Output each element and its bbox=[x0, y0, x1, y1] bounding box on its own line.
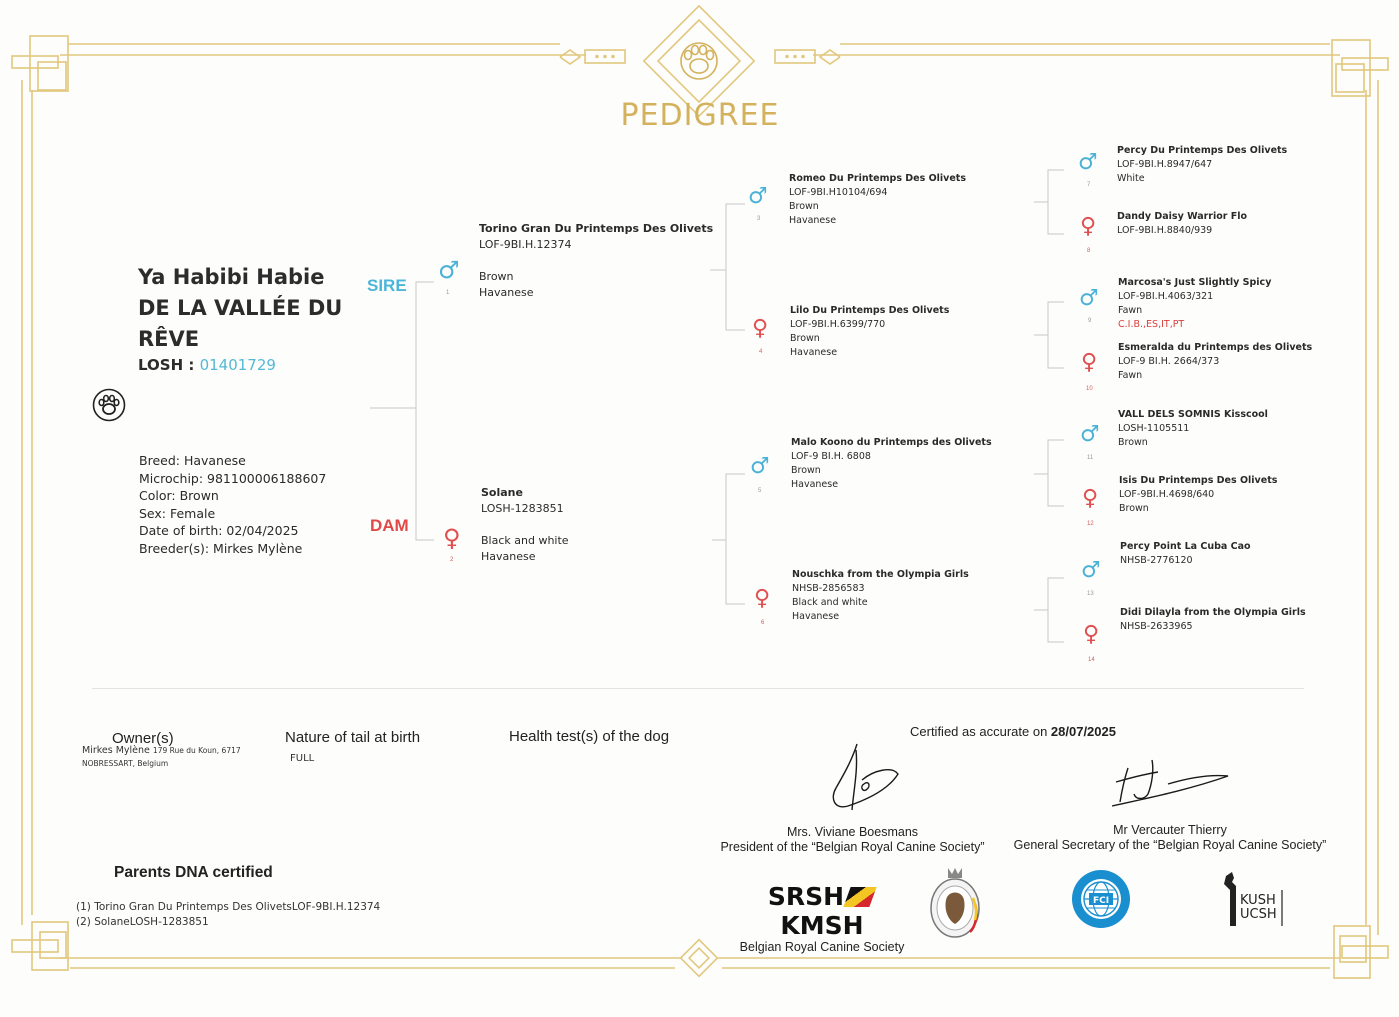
ancestor-entry bbox=[1117, 144, 1287, 186]
dam-registration: LOSH-1283851 bbox=[481, 502, 564, 515]
sire-breed: Havanese bbox=[479, 286, 534, 299]
female-symbol-icon: ♀ bbox=[1081, 350, 1098, 375]
sire-name: Torino Gran Du Printemps Des Olivets bbox=[479, 222, 714, 235]
detail-sex: Sex: Female bbox=[139, 505, 216, 521]
signature-vercauter bbox=[1108, 754, 1234, 812]
sire-entry bbox=[479, 221, 713, 301]
srsh-kmsh-wordmark bbox=[727, 882, 917, 940]
tail-value: FULL bbox=[290, 753, 315, 764]
ancestor-registration: NHSB-2856583 bbox=[792, 583, 865, 594]
ancestor-registration: LOSH-1105511 bbox=[1118, 423, 1190, 434]
losh-registration bbox=[138, 356, 276, 374]
srsh-kmsh-logo bbox=[727, 882, 917, 954]
ancestor-name: Malo Koono du Printemps des Olivets bbox=[791, 437, 992, 448]
ancestor-entry bbox=[791, 436, 992, 492]
ancestor-entry bbox=[1118, 341, 1312, 383]
ancestor-registration: LOF-9BI.H.4698/640 bbox=[1119, 489, 1215, 500]
male-symbol-icon: ♂ bbox=[1080, 422, 1100, 447]
logo-kmsh-text: KMSH bbox=[780, 911, 864, 940]
ancestor-color: White bbox=[1117, 173, 1145, 184]
dam-color: Black and white bbox=[481, 534, 569, 547]
ancestor-registration: LOF-9 BI.H. 2664/373 bbox=[1118, 356, 1220, 367]
certified-text: Certified as accurate on bbox=[910, 724, 1051, 739]
female-symbol-icon: ♀ bbox=[1080, 214, 1097, 239]
signatory-2 bbox=[1000, 823, 1340, 853]
owner-name bbox=[82, 744, 241, 757]
signatory-2-name: Mr Vercauter Thierry bbox=[1113, 823, 1227, 837]
ancestor-entry bbox=[1119, 474, 1277, 516]
sire-registration: LOF-9BI.H.12374 bbox=[479, 238, 572, 251]
dna-line-1: (1) Torino Gran Du Printemps Des OlivetsLOF-9BI.H.12374 bbox=[76, 901, 381, 913]
male-symbol-icon: ♂ bbox=[438, 256, 460, 284]
male-symbol-icon: ♂ bbox=[750, 454, 770, 479]
ancestor-index: 13 bbox=[1087, 591, 1094, 597]
dam-label: DAM bbox=[370, 516, 409, 535]
kush-text: KUSH bbox=[1240, 893, 1276, 908]
ancestor-entry bbox=[792, 568, 969, 624]
male-symbol-icon: ♂ bbox=[1081, 558, 1101, 583]
sire-label: SIRE bbox=[367, 276, 407, 295]
ancestor-name: VALL DELS SOMNIS Kisscool bbox=[1118, 409, 1268, 420]
dna-line-2: (2) SolaneLOSH-1283851 bbox=[76, 916, 209, 928]
ancestor-entry bbox=[790, 304, 949, 360]
female-symbol-icon: ♀ bbox=[1082, 486, 1099, 511]
certified-statement bbox=[910, 724, 1116, 739]
female-symbol-icon: ♀ bbox=[752, 316, 769, 341]
ancestor-entry bbox=[1120, 606, 1306, 634]
ancestor-name: Lilo Du Printemps Des Olivets bbox=[790, 305, 950, 316]
losh-number: 01401729 bbox=[199, 356, 276, 374]
losh-label: LOSH : bbox=[138, 356, 200, 374]
detail-date-of-birth: Date of birth: 02/04/2025 bbox=[139, 523, 299, 538]
section-divider bbox=[92, 688, 1304, 689]
ancestor-name: Nouschka from the Olympia Girls bbox=[792, 569, 969, 580]
ancestor-index: 12 bbox=[1087, 521, 1094, 527]
ancestor-entry bbox=[1118, 276, 1271, 332]
signatory-1 bbox=[700, 825, 1005, 855]
ancestor-index: 6 bbox=[761, 620, 765, 626]
ancestor-registration: NHSB-2776120 bbox=[1120, 555, 1193, 566]
dog-name-line-3: RÊVE bbox=[138, 327, 200, 351]
ancestor-name: Marcosa's Just Slightly Spicy bbox=[1118, 277, 1272, 288]
sire-color: Brown bbox=[479, 270, 514, 283]
signatory-1-role: President of the “Belgian Royal Canine Society” bbox=[720, 840, 985, 854]
ancestor-name: Percy Du Printemps Des Olivets bbox=[1117, 145, 1288, 156]
signature-boesmans bbox=[822, 740, 902, 816]
ancestor-index: 9 bbox=[1088, 318, 1092, 324]
male-symbol-icon: ♂ bbox=[1079, 286, 1099, 311]
ancestor-index: 5 bbox=[758, 488, 762, 494]
ancestor-color: Brown bbox=[790, 333, 820, 344]
detail-microchip: Microchip: 981100006188607 bbox=[139, 470, 327, 486]
dam-breed: Havanese bbox=[481, 550, 536, 563]
ancestor-index: 1 bbox=[446, 290, 450, 296]
ancestor-color: Fawn bbox=[1118, 370, 1143, 381]
ancestor-registration: LOF-9BI.H.6399/770 bbox=[790, 319, 886, 330]
dog-details bbox=[139, 452, 326, 557]
ancestor-entry bbox=[1117, 210, 1247, 238]
logo-srsh-text: SRSH bbox=[767, 882, 845, 911]
royal-seal-icon bbox=[928, 864, 982, 940]
logo-subtitle: Belgian Royal Canine Society bbox=[739, 940, 905, 954]
ancestor-index: 3 bbox=[757, 216, 761, 222]
detail-breed: Breed: Havanese bbox=[139, 453, 246, 468]
belgian-stripes-icon bbox=[843, 887, 876, 907]
ancestor-registration: NHSB-2633965 bbox=[1120, 621, 1193, 632]
ancestor-registration: LOF-9BI.H.8947/647 bbox=[1117, 159, 1213, 170]
female-symbol-icon: ♀ bbox=[443, 524, 461, 552]
female-symbol-icon: ♀ bbox=[754, 586, 771, 611]
ancestor-entry bbox=[1120, 540, 1251, 568]
ancestor-color: Fawn bbox=[1118, 305, 1143, 316]
ancestor-index: 14 bbox=[1088, 657, 1095, 663]
detail-color: Color: Brown bbox=[139, 488, 219, 503]
ancestor-color: Brown bbox=[1118, 437, 1148, 448]
ancestor-color: Black and white bbox=[792, 597, 868, 608]
ancestor-breed: Havanese bbox=[791, 479, 839, 490]
ancestor-name: Dandy Daisy Warrior Flo bbox=[1117, 211, 1248, 222]
owner-address-line-1: 179 Rue du Koun, 6717 bbox=[152, 746, 241, 755]
ancestor-index: 7 bbox=[1087, 182, 1091, 188]
signatory-1-name: Mrs. Viviane Boesmans bbox=[786, 825, 919, 839]
ancestor-name: Romeo Du Printemps Des Olivets bbox=[789, 173, 966, 184]
ancestor-registration: LOF-9BI.H10104/694 bbox=[789, 187, 888, 198]
fci-logo bbox=[1070, 868, 1132, 930]
paw-icon bbox=[92, 388, 126, 422]
dog-name-line-1: Ya Habibi Habie bbox=[138, 265, 325, 289]
ancestor-breed: Havanese bbox=[792, 611, 840, 622]
ancestor-registration: LOF-9 BI.H. 6808 bbox=[791, 451, 871, 462]
ancestor-breed: Havanese bbox=[790, 347, 838, 358]
ancestor-breed: Havanese bbox=[789, 215, 837, 226]
ancestor-color: Brown bbox=[1119, 503, 1149, 514]
detail-breeder: Breeder(s): Mirkes Mylène bbox=[139, 540, 303, 556]
dna-heading: Parents DNA certified bbox=[114, 864, 273, 881]
ancestor-name: Esmeralda du Printemps des Olivets bbox=[1118, 342, 1313, 353]
ucsh-text: UCSH bbox=[1240, 907, 1277, 922]
signatory-2-role: General Secretary of the “Belgian Royal Canine Society” bbox=[1013, 838, 1327, 852]
ancestor-name: Percy Point La Cuba Cao bbox=[1120, 541, 1251, 552]
male-symbol-icon: ♂ bbox=[1078, 150, 1098, 175]
ancestor-index: 10 bbox=[1086, 386, 1093, 392]
dna-list bbox=[76, 900, 380, 930]
ancestor-index: 11 bbox=[1087, 455, 1094, 461]
kusu-ucsh-logo bbox=[1218, 870, 1286, 930]
ancestor-name: Didi Dilayla from the Olympia Girls bbox=[1120, 607, 1306, 618]
ancestor-index: 8 bbox=[1087, 248, 1091, 254]
ancestor-color: Brown bbox=[789, 201, 819, 212]
fci-text: FCI bbox=[1092, 896, 1110, 906]
dog-name-line-2: DE LA VALLÉE DU bbox=[138, 296, 343, 320]
ancestor-index: 4 bbox=[759, 349, 763, 355]
dam-entry bbox=[481, 485, 569, 565]
male-symbol-icon: ♂ bbox=[748, 184, 768, 209]
dam-name: Solane bbox=[481, 486, 523, 499]
ancestor-registration: LOF-9BI.H.8840/939 bbox=[1117, 225, 1213, 236]
owner-address-line-2: NOBRESSART, Belgium bbox=[82, 759, 169, 768]
ancestor-entry bbox=[789, 172, 966, 228]
owner-heading: Owner(s) bbox=[112, 730, 174, 747]
health-heading: Health test(s) of the dog bbox=[509, 728, 670, 745]
ancestor-titles: C.I.B.,ES,IT,PT bbox=[1118, 319, 1185, 330]
ancestor-name: Isis Du Printemps Des Olivets bbox=[1119, 475, 1278, 486]
ancestor-entry bbox=[1118, 408, 1268, 450]
ancestor-index: 2 bbox=[450, 557, 454, 563]
page-title: PEDIGREE bbox=[620, 98, 780, 133]
ancestor-color: Brown bbox=[791, 465, 821, 476]
ancestor-registration: LOF-9BI.H.4063/321 bbox=[1118, 291, 1214, 302]
tail-heading: Nature of tail at birth bbox=[285, 729, 421, 746]
certified-date: 28/07/2025 bbox=[1050, 724, 1116, 739]
female-symbol-icon: ♀ bbox=[1083, 622, 1100, 647]
owner-name-text: Mirkes Mylène bbox=[82, 745, 150, 756]
dog-name bbox=[138, 262, 368, 355]
